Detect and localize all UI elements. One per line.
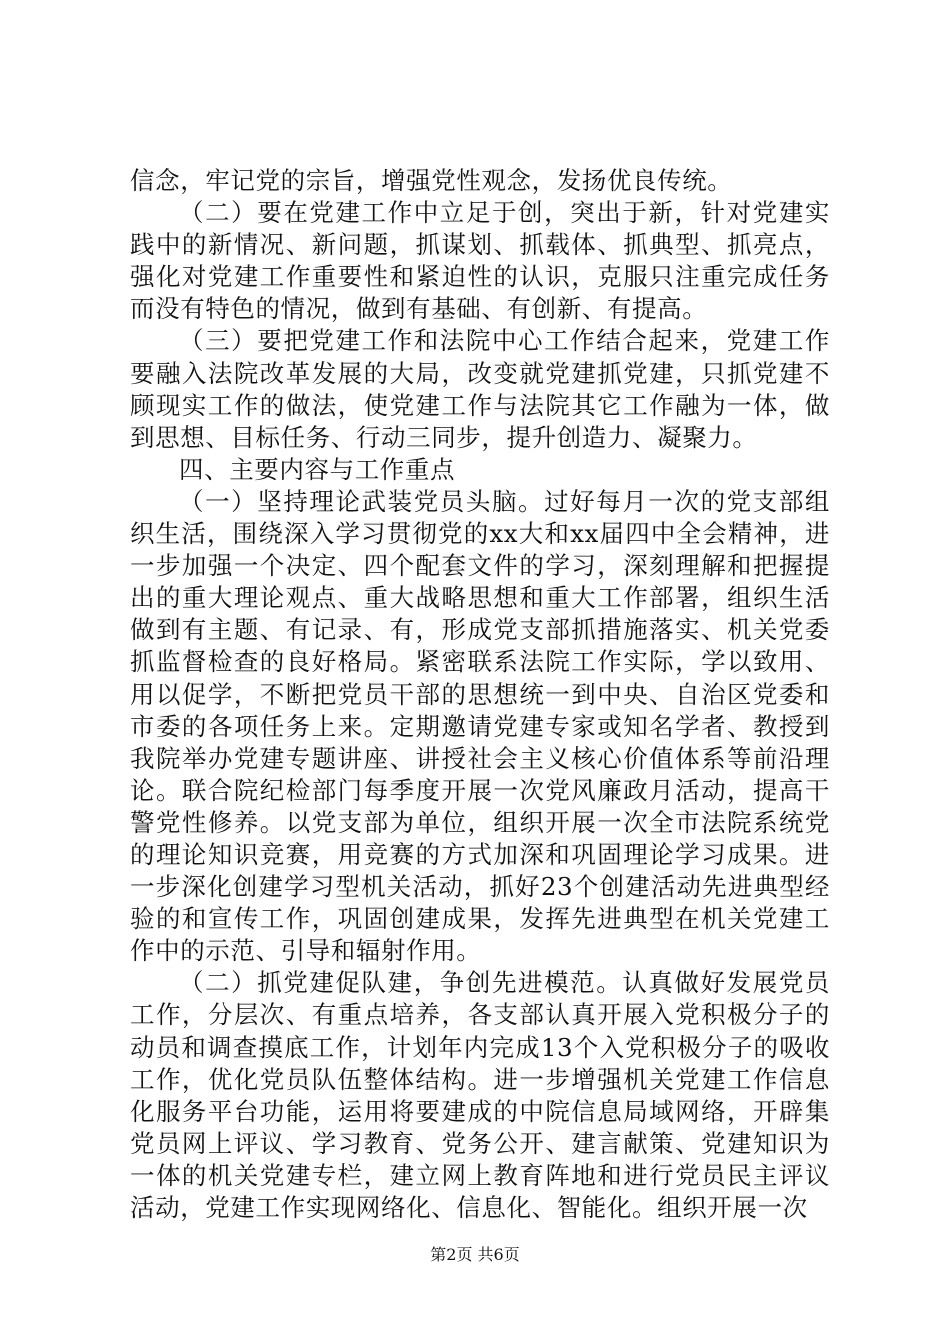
section-heading-four: 四、主要内容与工作重点 — [179, 454, 456, 484]
document-body — [130, 165, 830, 1224]
paragraph-point-three: （三）要把党建工作和法院中心工作结合起来，党建工作要融入法院改革发展的大局，改变就党建抓党建，只抓党建不顾现实工作的做法，使党建工作与法院其它工作融为一体，做到思想、目标任务、行动三同步，提升创造力、凝聚力。 — [130, 326, 830, 452]
paragraph-continuation: 信念，牢记党的宗旨，增强党性观念，发扬优良传统。 — [130, 166, 733, 195]
page-number: 第2页 共6页 — [430, 1245, 520, 1264]
paragraph-point-two: （二）要在党建工作中立足于创，突出于新，针对党建实践中的新情况、新问题，抓谋划、抓载体、抓典型、抓亮点，强化对党建工作重要性和紧迫性的认识，克服只注重完成任务而没有特色的情况，做到有基础、有创新、有提高。 — [130, 198, 830, 324]
paragraph-content-two: （二）抓党建促队建，争创先进模范。认真做好发展党员工作，分层次、有重点培养，各支部认真开展入党积极分子的动员和调查摸底工作，计划年内完成13个入党积极分子的吸收工作，优化党员队伍整体结构。进一步增强机关党建工作信息化服务平台功能，运用将要建成的中院信息局域网络，开辟集党员网上评议、学习教育、党务公开、建言献策、党建知识为一体的机关党建专栏，建立网上教育阵地和进行党员民主评议活动，党建工作实现网络化、信息化、智能化。组织开展一次 — [130, 968, 830, 1222]
page-footer — [0, 1245, 950, 1265]
paragraph-content-one: （一）坚持理论武装党员头脑。过好每月一次的党支部组织生活，围绕深入学习贯彻党的xx大和xx届四中全会精神，进一步加强一个决定、四个配套文件的学习，深刻理解和把握提出的重大理论观点、重大战略思想和重大工作部署，组织生活做到有主题、有记录、有，形成党支部抓措施落实、机关党委抓监督检查的良好格局。紧密联系法院工作实际，学以致用、用以促学，不断把党员干部的思想统一到中央、自治区党委和市委的各项任务上来。定期邀请党建专家或知名学者、教授到我院举办党建专题讲座、讲授社会主义核心价值体系等前沿理论。联合院纪检部门每季度开展一次党风廉政月活动，提高干警党性修养。以党支部为单位，组织开展一次全市法院系统党的理论知识竞赛，用竞赛的方式加深和巩固理论学习成果。进一步深化创建学习型机关活动，抓好23个创建活动先进典型经验的和宣传工作，巩固创建成果，发挥先进典型在机关党建工作中的示范、引导和辐射作用。 — [130, 486, 830, 966]
